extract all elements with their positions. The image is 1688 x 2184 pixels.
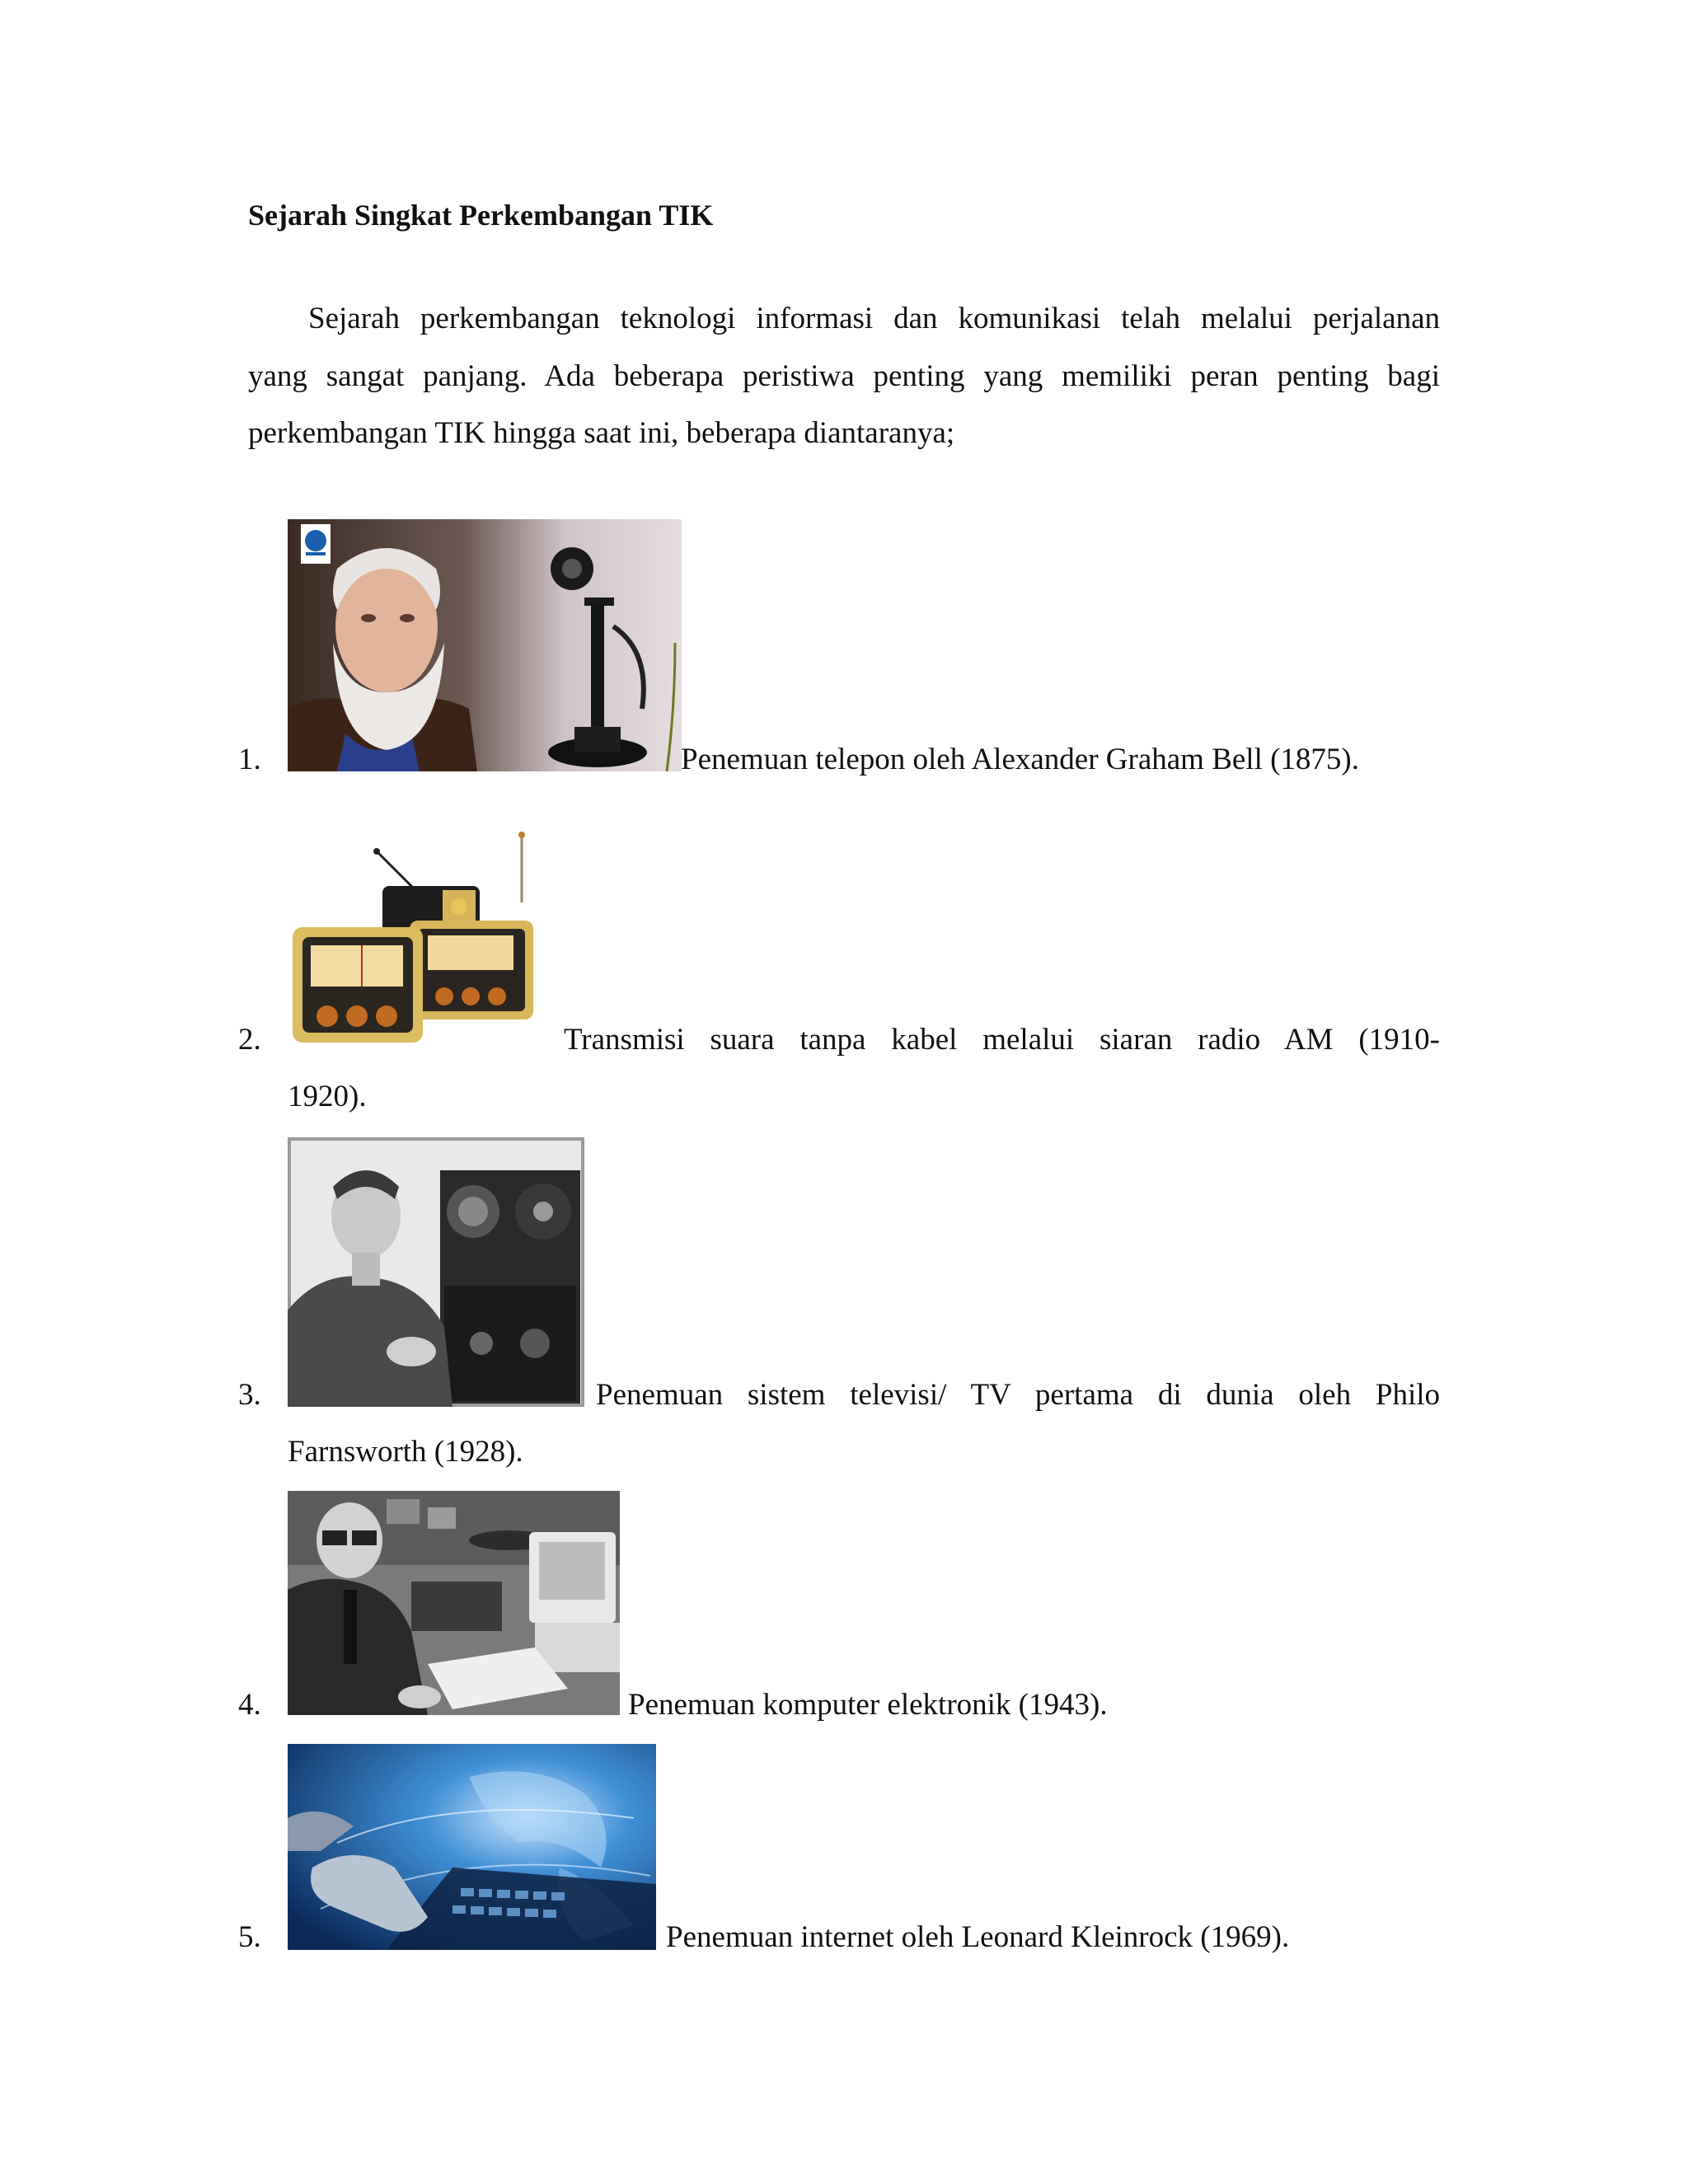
intro-line: Sejarah perkembangan teknologi informasi dan komunikasi telah melalui perjalanan bbox=[308, 302, 1440, 335]
item-number: 1. bbox=[238, 743, 261, 776]
item-number: 2. bbox=[238, 1023, 261, 1057]
item-caption: Penemuan internet oleh Leonard Kleinrock (1969). bbox=[666, 1920, 1290, 1954]
item-caption: Penemuan komputer elektronik (1943). bbox=[628, 1688, 1108, 1722]
intro-line: yang sangat panjang. Ada beberapa peristiwa penting yang memiliki peran penting bagi bbox=[248, 359, 1440, 393]
item-number: 3. bbox=[238, 1378, 261, 1412]
intro-line: perkembangan TIK hingga saat ini, beberapa diantaranya; bbox=[248, 416, 955, 450]
item-number: 4. bbox=[238, 1688, 261, 1722]
internet-image bbox=[288, 1744, 656, 1950]
item-caption-continuation: Farnsworth (1928). bbox=[288, 1435, 523, 1469]
item-caption: Penemuan sistem televisi/ TV pertama di dunia oleh Philo bbox=[596, 1378, 1440, 1412]
computer-image bbox=[288, 1491, 620, 1715]
item-caption: Transmisi suara tanpa kabel melalui siaran radio AM (1910- bbox=[564, 1023, 1440, 1057]
item-caption-continuation: 1920). bbox=[288, 1080, 367, 1113]
item-caption: Penemuan telepon oleh Alexander Graham Bell (1875). bbox=[681, 743, 1359, 776]
farnsworth-television-image bbox=[288, 1137, 584, 1407]
vintage-radio-image bbox=[288, 804, 547, 1043]
document-title: Sejarah Singkat Perkembangan TIK bbox=[248, 199, 714, 232]
item-number: 5. bbox=[238, 1920, 261, 1954]
intro-paragraph bbox=[248, 290, 1440, 462]
bell-telephone-image bbox=[288, 519, 682, 771]
